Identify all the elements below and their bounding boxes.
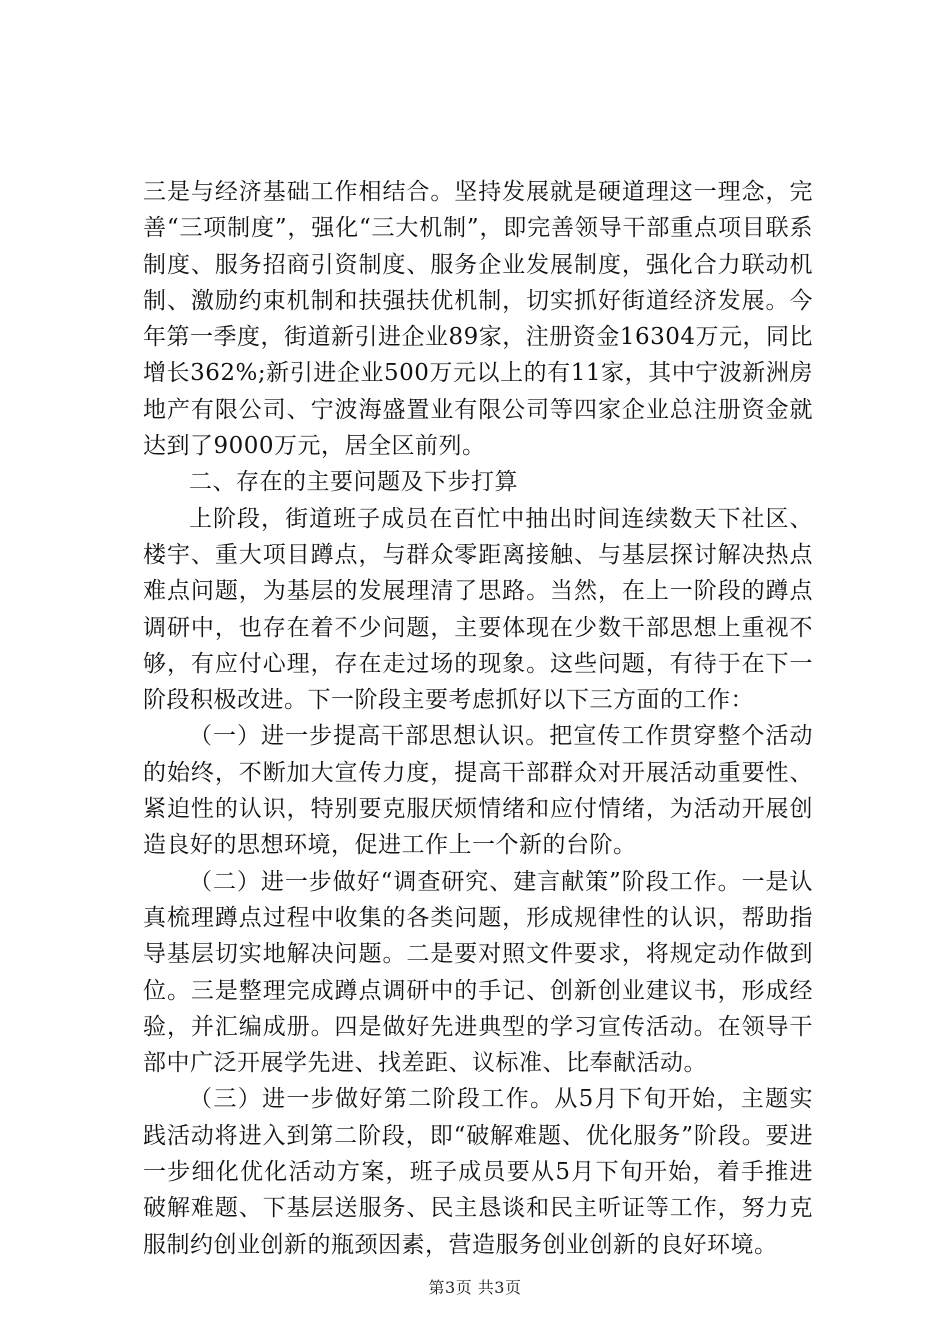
- paragraph-previous-stage: 上阶段，街道班子成员在百忙中抽出时间连续数天下社区、楼宇、重大项目蹲点，与群众零距离接触、与基层探讨解决热点难点问题，为基层的发展理清了思路。当然，在上一阶段的蹲点调研中，也存在着不少问题，主要体现在少数干部思想上重视不够，有应付心理，存在走过场的现象。这些问题，有待于在下一阶段积极改进。下一阶段主要考虑抓好以下三方面的工作：: [143, 505, 813, 714]
- section-heading-problems-plans: 二、存在的主要问题及下步打算: [189, 469, 518, 496]
- page-number-footer: 第3页 共3页: [428, 1278, 522, 1297]
- paragraph-item-one: （一）进一步提高干部思想认识。把宣传工作贯穿整个活动的始终，不断加大宣传力度，提高干部群众对开展活动重要性、紧迫性的认识，特别要克服厌烦情绪和应付情绪，为活动开展创造良好的思想环境，促进工作上一个新的台阶。: [143, 723, 813, 859]
- document-body: [143, 174, 813, 1263]
- paragraph-item-three: （三）进一步做好第二阶段工作。从5月下旬开始，主题实践活动将进入到第二阶段，即“破解难题、优化服务”阶段。要进一步细化优化活动方案，班子成员要从5月下旬开始，着手推进破解难题、下基层送服务、民主恳谈和民主听证等工作，努力克服制约创业创新的瓶颈因素，营造服务创业创新的良好环境。: [143, 1086, 813, 1258]
- paragraph-economic-work: 三是与经济基础工作相结合。坚持发展就是硬道理这一理念，完善“三项制度”，强化“三大机制”，即完善领导干部重点项目联系制度、服务招商引资制度、服务企业发展制度，强化合力联动机制、激励约束机制和扶强扶优机制，切实抓好街道经济发展。今年第一季度，街道新引进企业89家，注册资金16304万元，同比增长362%;新引进企业500万元以上的有11家，其中宁波新洲房地产有限公司、宁波海盛置业有限公司等四家企业总注册资金就达到了9000万元，居全区前列。: [143, 179, 813, 460]
- paragraph-item-two: （二）进一步做好“调查研究、建言献策”阶段工作。一是认真梳理蹲点过程中收集的各类问题，形成规律性的认识，帮助指导基层切实地解决问题。二是要对照文件要求，将规定动作做到位。三是整理完成蹲点调研中的手记、创新创业建议书，形成经验，并汇编成册。四是做好先进典型的学习宣传活动。在领导干部中广泛开展学先进、找差距、议标准、比奉献活动。: [143, 868, 813, 1077]
